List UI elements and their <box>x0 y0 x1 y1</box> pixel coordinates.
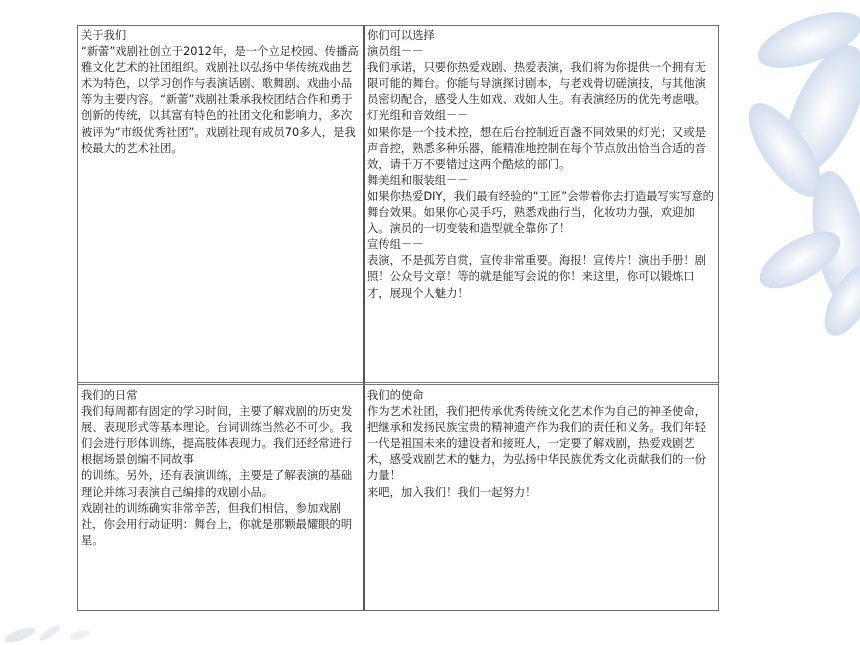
about-us-body: “新蕾”戏剧社创立于2012年，是一个立足校园、传播高雅文化艺术的社团组织。戏剧社以弘扬中华传统戏曲艺术为特色，以学习创作与表演话剧、歌舞剧、戏曲小品等为主要内容。“新蕾”戏剧社秉承我校团结合作和勇于创新的传统，以其富有特色的社团文化和影响力，多次被评为“市级优秀社团”。戏剧社现有成员70多人，是我校最大的艺术社团。 <box>81 45 359 155</box>
group-desc-publicity: 表演，不是孤芳自赏，宣传非常重要。海报！宣传片！演出手册！剧照！公众号文章！等的就是能写会说的你！来这里，你可以锻炼口才，展现个人魅力！ <box>367 254 706 300</box>
daily-title: 我们的日常 <box>81 389 138 402</box>
group-name-stage-costume: 舞美组和服装组－－ <box>367 173 469 187</box>
choices-title: 你们可以选择 <box>367 29 435 42</box>
daily-cell <box>78 386 364 610</box>
mission-body: 作为艺术社团，我们把传承优秀传统文化艺术作为自己的神圣使命，把继承和发扬民族宝贵的精神遗产作为我们的责任和义务。我们年轻一代是祖国未来的建设者和接班人，一定要了解戏剧，热爱戏剧艺术，感受戏剧艺术的魅力，为弘扬中华民族优秀文化贡献我们的一份力量！ <box>367 405 706 483</box>
group-name-publicity: 宣传组－－ <box>367 238 424 252</box>
info-table <box>77 25 719 611</box>
table-horizontal-divider <box>78 382 718 385</box>
group-name-actors: 演员组－－ <box>367 45 424 59</box>
mission-cell <box>364 386 719 610</box>
mission-closing: 来吧，加入我们！我们一起努力！ <box>367 485 537 499</box>
about-us-title: 关于我们 <box>81 29 127 42</box>
group-name-lighting-sound: 灯光组和音效组－－ <box>367 109 469 123</box>
mission-title: 我们的使命 <box>367 389 424 402</box>
daily-body: 我们每周都有固定的学习时间，主要了解戏剧的历史发展、表现形式等基本理论。台词训练当然必不可少。我们会进行形体训练，提高肢体表现力。我们还经常进行根据场景创编不同故事 <box>81 405 353 467</box>
choices-cell <box>364 26 719 382</box>
group-desc-lighting-sound: 如果你是一个技术控，想在后台控制近百盏不同效果的灯光；又或是声音控，熟悉多种乐器，能精准地控制在每个节点放出恰当合适的音效，请千万不要错过这两个酷炫的部门。 <box>367 125 706 171</box>
about-us-cell <box>78 26 364 382</box>
group-desc-actors: 我们承诺，只要你热爱戏剧、热爱表演，我们将为你提供一个拥有无限可能的舞台。你能与导演探讨剧本，与老戏骨切磋演技，与其他演员密切配合，感受人生如戏、戏如人生。有表演经历的优先考虑哦。 <box>367 61 706 107</box>
group-desc-stage-costume: 如果你热爱DIY，我们最有经验的“工匠”会带着你去打造最写实写意的舞台效果。如果你心灵手巧，熟悉戏曲行当，化妆功力强，欢迎加入。演员的一切变装和造型就全靠你了！ <box>367 189 714 236</box>
daily-body-2: 的训练。另外，还有表演训练，主要是了解表演的基础理论并练习表演自己编排的戏剧小品。 <box>81 469 353 499</box>
daily-body-3: 戏剧社的训练确实非常辛苦，但我们相信，参加戏剧社，你会用行动证明：舞台上，你就是那颗最耀眼的明星。 <box>81 501 353 547</box>
leaf-decoration <box>0 605 120 645</box>
